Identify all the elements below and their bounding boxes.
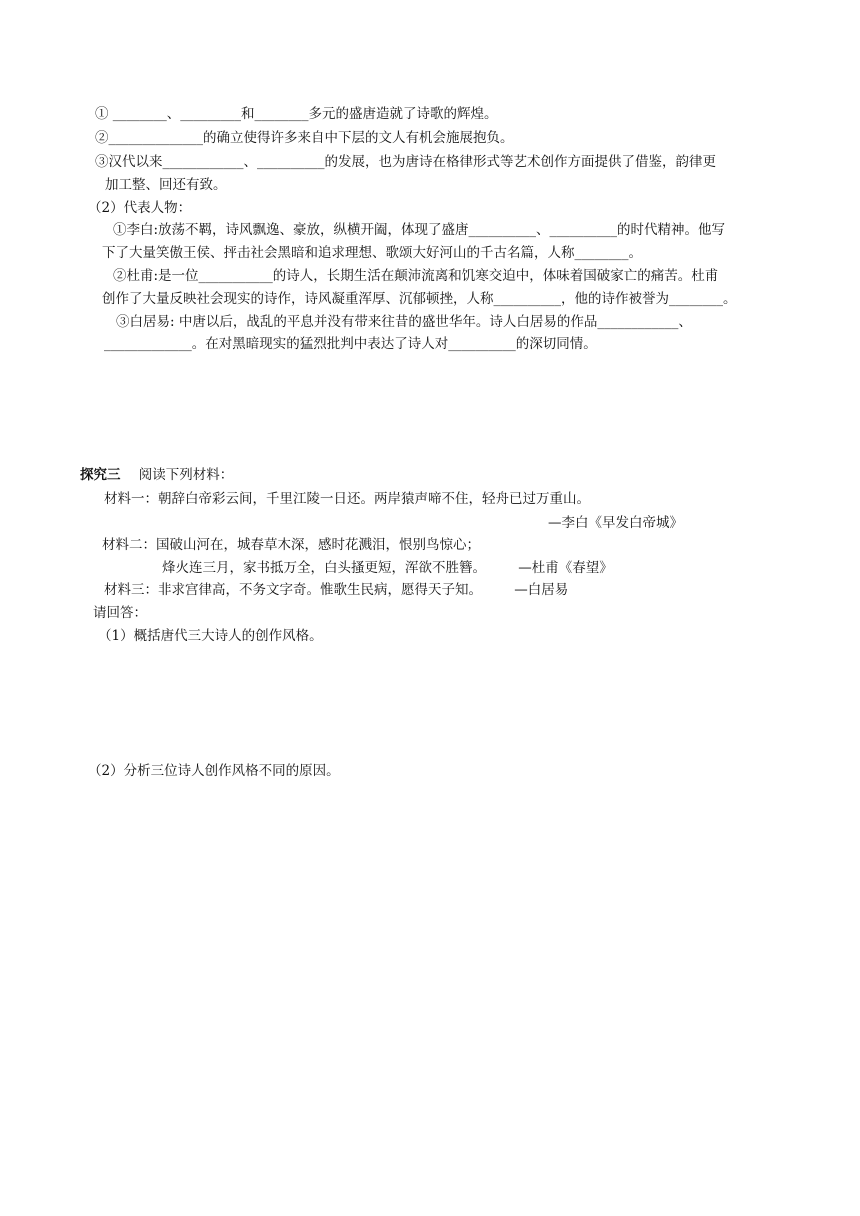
fill-in-line-4: 加工整、回还有致。: [105, 177, 227, 193]
li-bai-line-2: 下了大量笑傲王侯、抨击社会黑暗和追求理想、歌颂大好河山的千古名篇，人称________。: [102, 245, 642, 261]
section-heading-representatives: （2）代表人物：: [88, 200, 192, 216]
material-1-source: —李白《早发白帝城》: [548, 515, 683, 531]
material-2-line-2: [162, 559, 613, 577]
material-3: [104, 581, 568, 599]
exploration-three-intro: 阅读下列材料：: [138, 467, 234, 483]
answer-prompt: 请回答：: [93, 605, 147, 621]
exploration-three-heading: [80, 466, 233, 484]
du-fu-line-2: 创作了大量反映社会现实的诗作，诗风凝重浑厚、沉郁顿挫，人称__________，他的诗作被誉为________。: [102, 291, 737, 307]
bai-juyi-line-2: _____________。在对黑暗现实的猛烈批判中表达了诗人对__________的深切同情。: [104, 336, 597, 352]
material-2-source: —杜甫《春望》: [518, 560, 613, 576]
fill-in-line-1: ① ________、_________和________多元的盛唐造就了诗歌的辉煌。: [95, 106, 498, 122]
material-1: 材料一：朝辞白帝彩云间，千里江陵一日还。两岸猿声啼不住，轻舟已过万重山。: [104, 491, 590, 507]
du-fu-line-1: ②杜甫:是一位___________的诗人，长期生活在颠沛流离和饥寒交迫中，体味着国破家亡的痛苦。杜甫: [113, 268, 719, 284]
exploration-three-title: 探究三: [80, 467, 121, 483]
question-2: （2）分析三位诗人创作风格不同的原因。: [88, 763, 340, 779]
li-bai-line-1: ①李白:放荡不羁，诗风飘逸、豪放，纵横开阖，体现了盛唐__________、__________的时代精神。他写: [113, 222, 726, 238]
material-3-source: —白居易: [514, 582, 569, 598]
question-1: （1）概括唐代三大诗人的创作风格。: [98, 628, 323, 644]
fill-in-line-2: ②______________的确立使得许多来自中下层的文人有机会施展抱负。: [95, 130, 514, 146]
material-2-line-2-text: 烽火连三月，家书抵万全，白头搔更短，浑欲不胜簪。: [162, 560, 486, 576]
material-2-line-1: 材料二：国破山河在，城春草木深，感时花溅泪，恨别鸟惊心；: [102, 537, 480, 553]
material-3-text: 材料三：非求宫律高，不务文字奇。惟歌生民病，愿得天子知。: [104, 582, 482, 598]
fill-in-line-3: ③汉代以来____________、__________的发展，也为唐诗在格律形式等艺术创作方面提供了借鉴，韵律更: [95, 154, 716, 170]
bai-juyi-line-1: ③白居易: 中唐以后，战乱的平息并没有带来往昔的盛世华年。诗人白居易的作品____________、: [116, 314, 692, 330]
